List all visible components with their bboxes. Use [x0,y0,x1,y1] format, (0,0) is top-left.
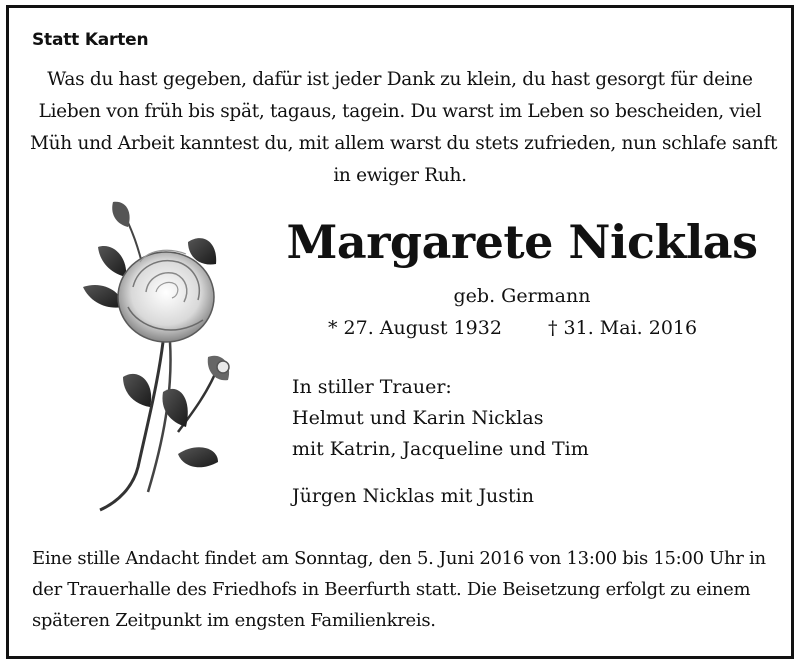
notice-heading: Statt Karten [32,30,149,50]
mourners-line-second: Jürgen Nicklas mit Justin [292,485,534,507]
mourners-line: mit Katrin, Jacqueline und Tim [292,438,589,460]
rose-illustration [78,192,253,517]
birth-date: * 27. August 1932 [328,317,502,339]
poem-line: Was du hast gegeben, dafür ist jeder Dank zu klein, du hast gesorgt für deine [47,69,753,90]
ceremony-info [32,543,772,636]
poem-line: Müh und Arbeit kanntest du, mit allem warst du stets zufrieden, nun schlafe sanft [30,133,778,154]
deceased-name: Margarete Nicklas [286,215,758,269]
mourners-line: Helmut und Karin Nicklas [292,407,544,429]
poem-text [30,64,778,192]
footer-line: späteren Zeitpunkt im engsten Familienkreis. [32,610,436,631]
footer-line: der Trauerhalle des Friedhofs in Beerfurth statt. Die Beisetzung erfolgt zu einem [32,579,751,600]
poem-line: in ewiger Ruh. [333,165,467,186]
poem-line: Lieben von früh bis spät, tagaus, tagein. Du warst im Leben so bescheiden, viel [38,101,762,122]
maiden-name: geb. Germann [453,285,591,307]
death-date: † 31. Mai. 2016 [548,317,698,339]
mourners-line: In stiller Trauer: [292,376,452,398]
footer-line: Eine stille Andacht findet am Sonntag, den 5. Juni 2016 von 13:00 bis 15:00 Uhr in [32,548,766,569]
mourners-list [292,372,589,465]
